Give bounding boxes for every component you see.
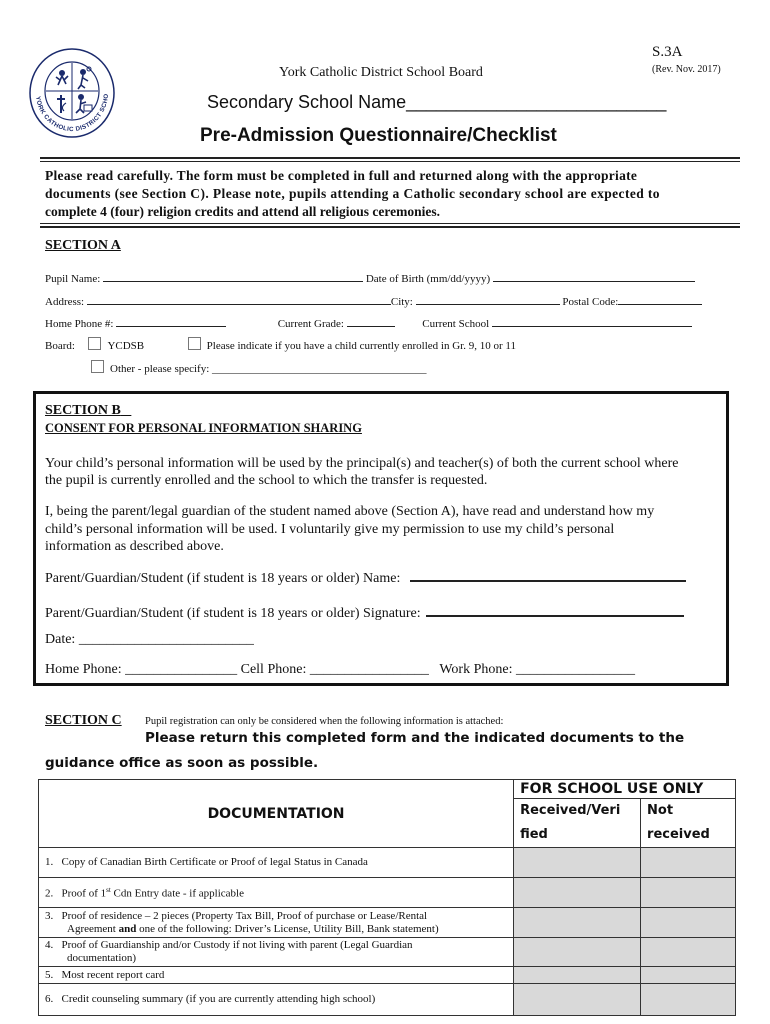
doc-item-6 <box>39 984 514 1016</box>
dob-label: Date of Birth (mm/dd/yyyy) <box>365 273 491 285</box>
received-header-line-2: fied <box>520 827 548 842</box>
consent-p2-line-2: child’s personal information will be used. I voluntarily give my permission to use my child’s personal <box>45 521 615 537</box>
other-board-row <box>91 360 427 375</box>
doc-item-text: Most recent report card <box>61 968 165 981</box>
consent-date-label: Date: <box>45 632 76 647</box>
section-c-instruction-2: guidance office as soon as possible. <box>45 755 319 771</box>
intro-text <box>45 167 660 221</box>
address-row <box>45 293 702 308</box>
doc-item-num: 2. <box>45 887 54 900</box>
consent-date-input[interactable]: _________________________ <box>78 632 254 647</box>
board-row <box>45 337 516 352</box>
doc-item-sup: st <box>106 886 111 895</box>
city-input[interactable] <box>416 293 560 305</box>
not-received-header-line-1: Not <box>647 803 674 818</box>
dob-input[interactable] <box>493 270 695 282</box>
ycdsb-checkbox[interactable] <box>88 337 101 350</box>
section-b-title-text: SECTION B <box>45 403 121 418</box>
b-home-phone-input[interactable]: ________________ <box>125 662 238 677</box>
other-board-checkbox[interactable] <box>91 360 104 373</box>
guardian-signature-input[interactable] <box>426 602 684 617</box>
other-board-label: Other - please specify: <box>110 363 210 375</box>
table-row <box>39 938 736 967</box>
doc-item-text-2: documentation) <box>67 952 137 964</box>
not-received-header-cell <box>641 799 736 848</box>
school-use-header: FOR SCHOOL USE ONLY <box>520 781 704 797</box>
received-cell[interactable] <box>514 984 641 1016</box>
table-row <box>39 967 736 984</box>
divider-mid-thin <box>40 223 740 224</box>
home-phone-label: Home Phone #: <box>45 318 114 330</box>
doc-item-text-bold: and <box>118 922 137 935</box>
guardian-name-label: Parent/Guardian/Student (if student is 18 years or older) Name: <box>45 571 401 586</box>
guardian-name-row <box>45 567 686 587</box>
doc-item-1 <box>39 848 514 878</box>
not-received-cell[interactable] <box>641 878 736 908</box>
consent-p1-line-2: the pupil is currently enrolled and the school to which the transfer is requested. <box>45 473 488 488</box>
b-home-phone-label: Home Phone: <box>45 662 122 677</box>
doc-item-num: 4. <box>45 939 54 951</box>
address-label: Address: <box>45 296 85 308</box>
b-cell-phone-input[interactable]: _________________ <box>309 662 429 677</box>
doc-item-text: Proof of residence – 2 pieces (Property Tax Bill, Proof of purchase or Lease/Rental <box>61 909 428 922</box>
table-row <box>39 984 736 1016</box>
not-received-cell[interactable] <box>641 908 736 938</box>
pupil-name-row <box>45 270 695 285</box>
section-c-note: Pupil registration can only be considered when the following information is attached: <box>145 716 504 727</box>
school-name-label: Secondary School Name <box>207 92 407 112</box>
doc-item-text-2b: one of the following: Driver’s License, Utility Bill, Bank statement) <box>136 922 439 935</box>
board-name: York Catholic District School Board <box>279 65 483 80</box>
section-b-subtitle: CONSENT FOR PERSONAL INFORMATION SHARING <box>45 421 362 435</box>
received-header-cell <box>514 799 641 848</box>
board-label: Board: <box>45 340 75 352</box>
guardian-signature-row <box>45 602 684 622</box>
current-grade-input[interactable] <box>347 315 395 327</box>
pupil-name-label: Pupil Name: <box>45 273 101 285</box>
doc-item-4 <box>39 938 514 967</box>
intro-line-1: Please read carefully. The form must be completed in full and returned along with the appropriate <box>45 168 638 183</box>
table-row <box>39 908 736 938</box>
doc-item-num: 6. <box>45 993 54 1005</box>
divider-top-thin <box>40 161 740 162</box>
not-received-cell[interactable] <box>641 967 736 984</box>
address-input[interactable] <box>87 293 391 305</box>
doc-item-text-post: Cdn Entry date - if applicable <box>110 887 244 900</box>
b-work-phone-label: Work Phone: <box>439 662 513 677</box>
guardian-name-input[interactable] <box>410 567 686 582</box>
section-c-instruction-1: Please return this completed form and the indicated documents to the <box>145 730 685 746</box>
home-phone-input[interactable] <box>116 315 226 327</box>
current-grade-label: Current Grade: <box>277 318 344 330</box>
received-cell[interactable] <box>514 908 641 938</box>
doc-item-num: 3. <box>45 909 54 922</box>
received-cell[interactable] <box>514 848 641 878</box>
divider-top <box>40 157 740 159</box>
form-code: S.3A <box>652 44 683 60</box>
not-received-cell[interactable] <box>641 848 736 878</box>
documentation-header: DOCUMENTATION <box>207 805 345 822</box>
documentation-table <box>38 779 736 1016</box>
child-enrolled-label: Please indicate if you have a child currently enrolled in Gr. 9, 10 or 11 <box>206 340 516 352</box>
ycdsb-label: YCDSB <box>107 340 145 352</box>
doc-item-2 <box>39 878 514 908</box>
consent-phones-row <box>45 662 635 678</box>
b-work-phone-input[interactable]: _________________ <box>516 662 635 677</box>
current-school-input[interactable] <box>492 315 692 327</box>
guardian-signature-label: Parent/Guardian/Student (if student is 18 years or older) Signature: <box>45 606 421 621</box>
not-received-header-line-2: received <box>647 827 710 842</box>
doc-item-3 <box>39 908 514 938</box>
not-received-cell[interactable] <box>641 938 736 967</box>
school-name-field[interactable] <box>207 92 666 113</box>
section-b-title <box>45 403 131 419</box>
school-name-blank: __________________________ <box>406 92 667 112</box>
consent-p1-line-1: Your child’s personal information will be used by the principal(s) and teacher(s) of both the current school where <box>45 456 679 471</box>
doc-item-num: 5. <box>45 968 54 981</box>
divider-mid <box>40 226 740 228</box>
doc-item-num: 1. <box>45 856 54 868</box>
form-title: Pre-Admission Questionnaire/Checklist <box>200 125 557 146</box>
consent-paragraph-1 <box>45 455 678 489</box>
board-logo-icon <box>28 47 116 139</box>
phone-row <box>45 315 692 330</box>
postal-code-label: Postal Code: <box>562 296 619 308</box>
postal-code-input[interactable] <box>618 293 702 305</box>
table-row <box>39 848 736 878</box>
doc-item-text: Copy of Canadian Birth Certificate or Proof of legal Status in Canada <box>61 856 368 868</box>
current-school-label: Current School <box>422 318 490 330</box>
child-enrolled-checkbox[interactable] <box>188 337 201 350</box>
section-c-title: SECTION C <box>45 713 122 728</box>
consent-date-row <box>45 632 254 648</box>
section-a-title: SECTION A <box>45 238 121 253</box>
consent-p2-line-1: I, being the parent/legal guardian of the student named above (Section A), have read and understand how my <box>45 504 655 519</box>
documentation-header-cell <box>39 780 514 848</box>
table-row <box>39 878 736 908</box>
pupil-name-input[interactable] <box>103 270 363 282</box>
received-header-line-1: Received/Veri <box>520 803 621 818</box>
intro-line-2: documents (see Section C). Please note, pupils attending a Catholic secondary school are expected to <box>45 186 660 201</box>
received-cell[interactable] <box>514 967 641 984</box>
consent-paragraph-2 <box>45 503 654 556</box>
doc-item-text-2a: Agreement <box>67 922 119 935</box>
consent-p2-line-3: information as described above. <box>45 539 224 554</box>
doc-item-text: Proof of 1 <box>61 887 107 900</box>
other-board-input[interactable]: _______________________________________ <box>212 363 427 375</box>
doc-item-text: Credit counseling summary (if you are currently attending high school) <box>61 993 376 1005</box>
board-logo <box>28 47 116 139</box>
logo-text: YORK CATHOLIC DISTRICT SCHO <box>34 93 111 134</box>
received-cell[interactable] <box>514 938 641 967</box>
form-revision: (Rev. Nov. 2017) <box>652 64 721 75</box>
b-cell-phone-label: Cell Phone: <box>240 662 307 677</box>
received-cell[interactable] <box>514 878 641 908</box>
not-received-cell[interactable] <box>641 984 736 1016</box>
city-label: City: <box>390 296 413 308</box>
school-use-header-cell <box>514 780 736 799</box>
intro-line-3: complete 4 (four) religion credits and attend all religious ceremonies. <box>45 204 440 219</box>
doc-item-text: Proof of Guardianship and/or Custody if not living with parent (Legal Guardian <box>61 939 413 951</box>
doc-item-5 <box>39 967 514 984</box>
